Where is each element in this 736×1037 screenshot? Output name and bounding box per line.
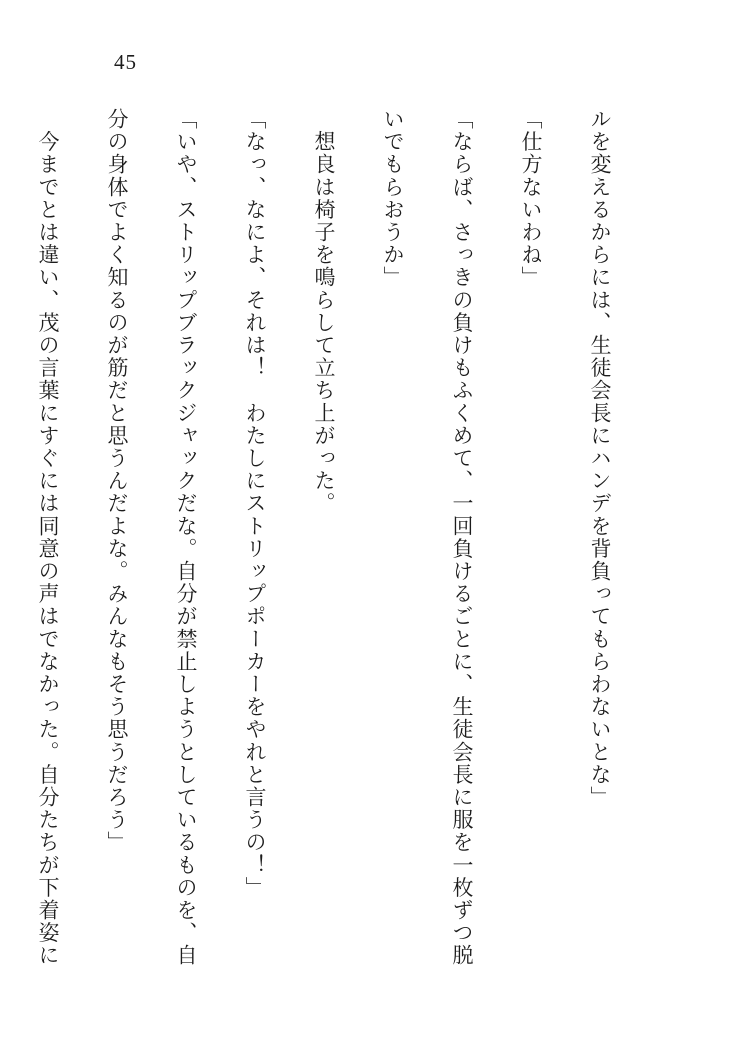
text-line: ルを変えるからには、生徒会長にハンデを背負ってもらわないとな」	[588, 108, 612, 809]
text-line: 「なっ、なによ、それは！ わたしにストリップポーカーをやれと言うの！」	[243, 108, 267, 899]
text-line: 今までとは違い、茂の言葉にすぐには同意の声はでなかった。自分たちが下着姿に	[36, 108, 60, 967]
text-line: 分の身体でよく知るのが筋だと思うんだよな。みんなもそう思うだろう」	[105, 108, 129, 854]
text-line: 「いや、ストリップブラックジャックだな。自分が禁止しようとしているものを、自	[174, 108, 198, 967]
text-line: 「ならば、さっきの負けもふくめて、一回負けるごとに、生徒会長に服を一枚ずつ脱	[450, 108, 474, 967]
text-line: 「仕方ないわね」	[519, 108, 543, 289]
page-number: 45	[114, 50, 137, 74]
text-line: いでもらおうか」	[381, 108, 405, 289]
text-line: 想良は椅子を鳴らして立ち上がった。	[312, 108, 336, 515]
text-block	[0, 108, 652, 967]
